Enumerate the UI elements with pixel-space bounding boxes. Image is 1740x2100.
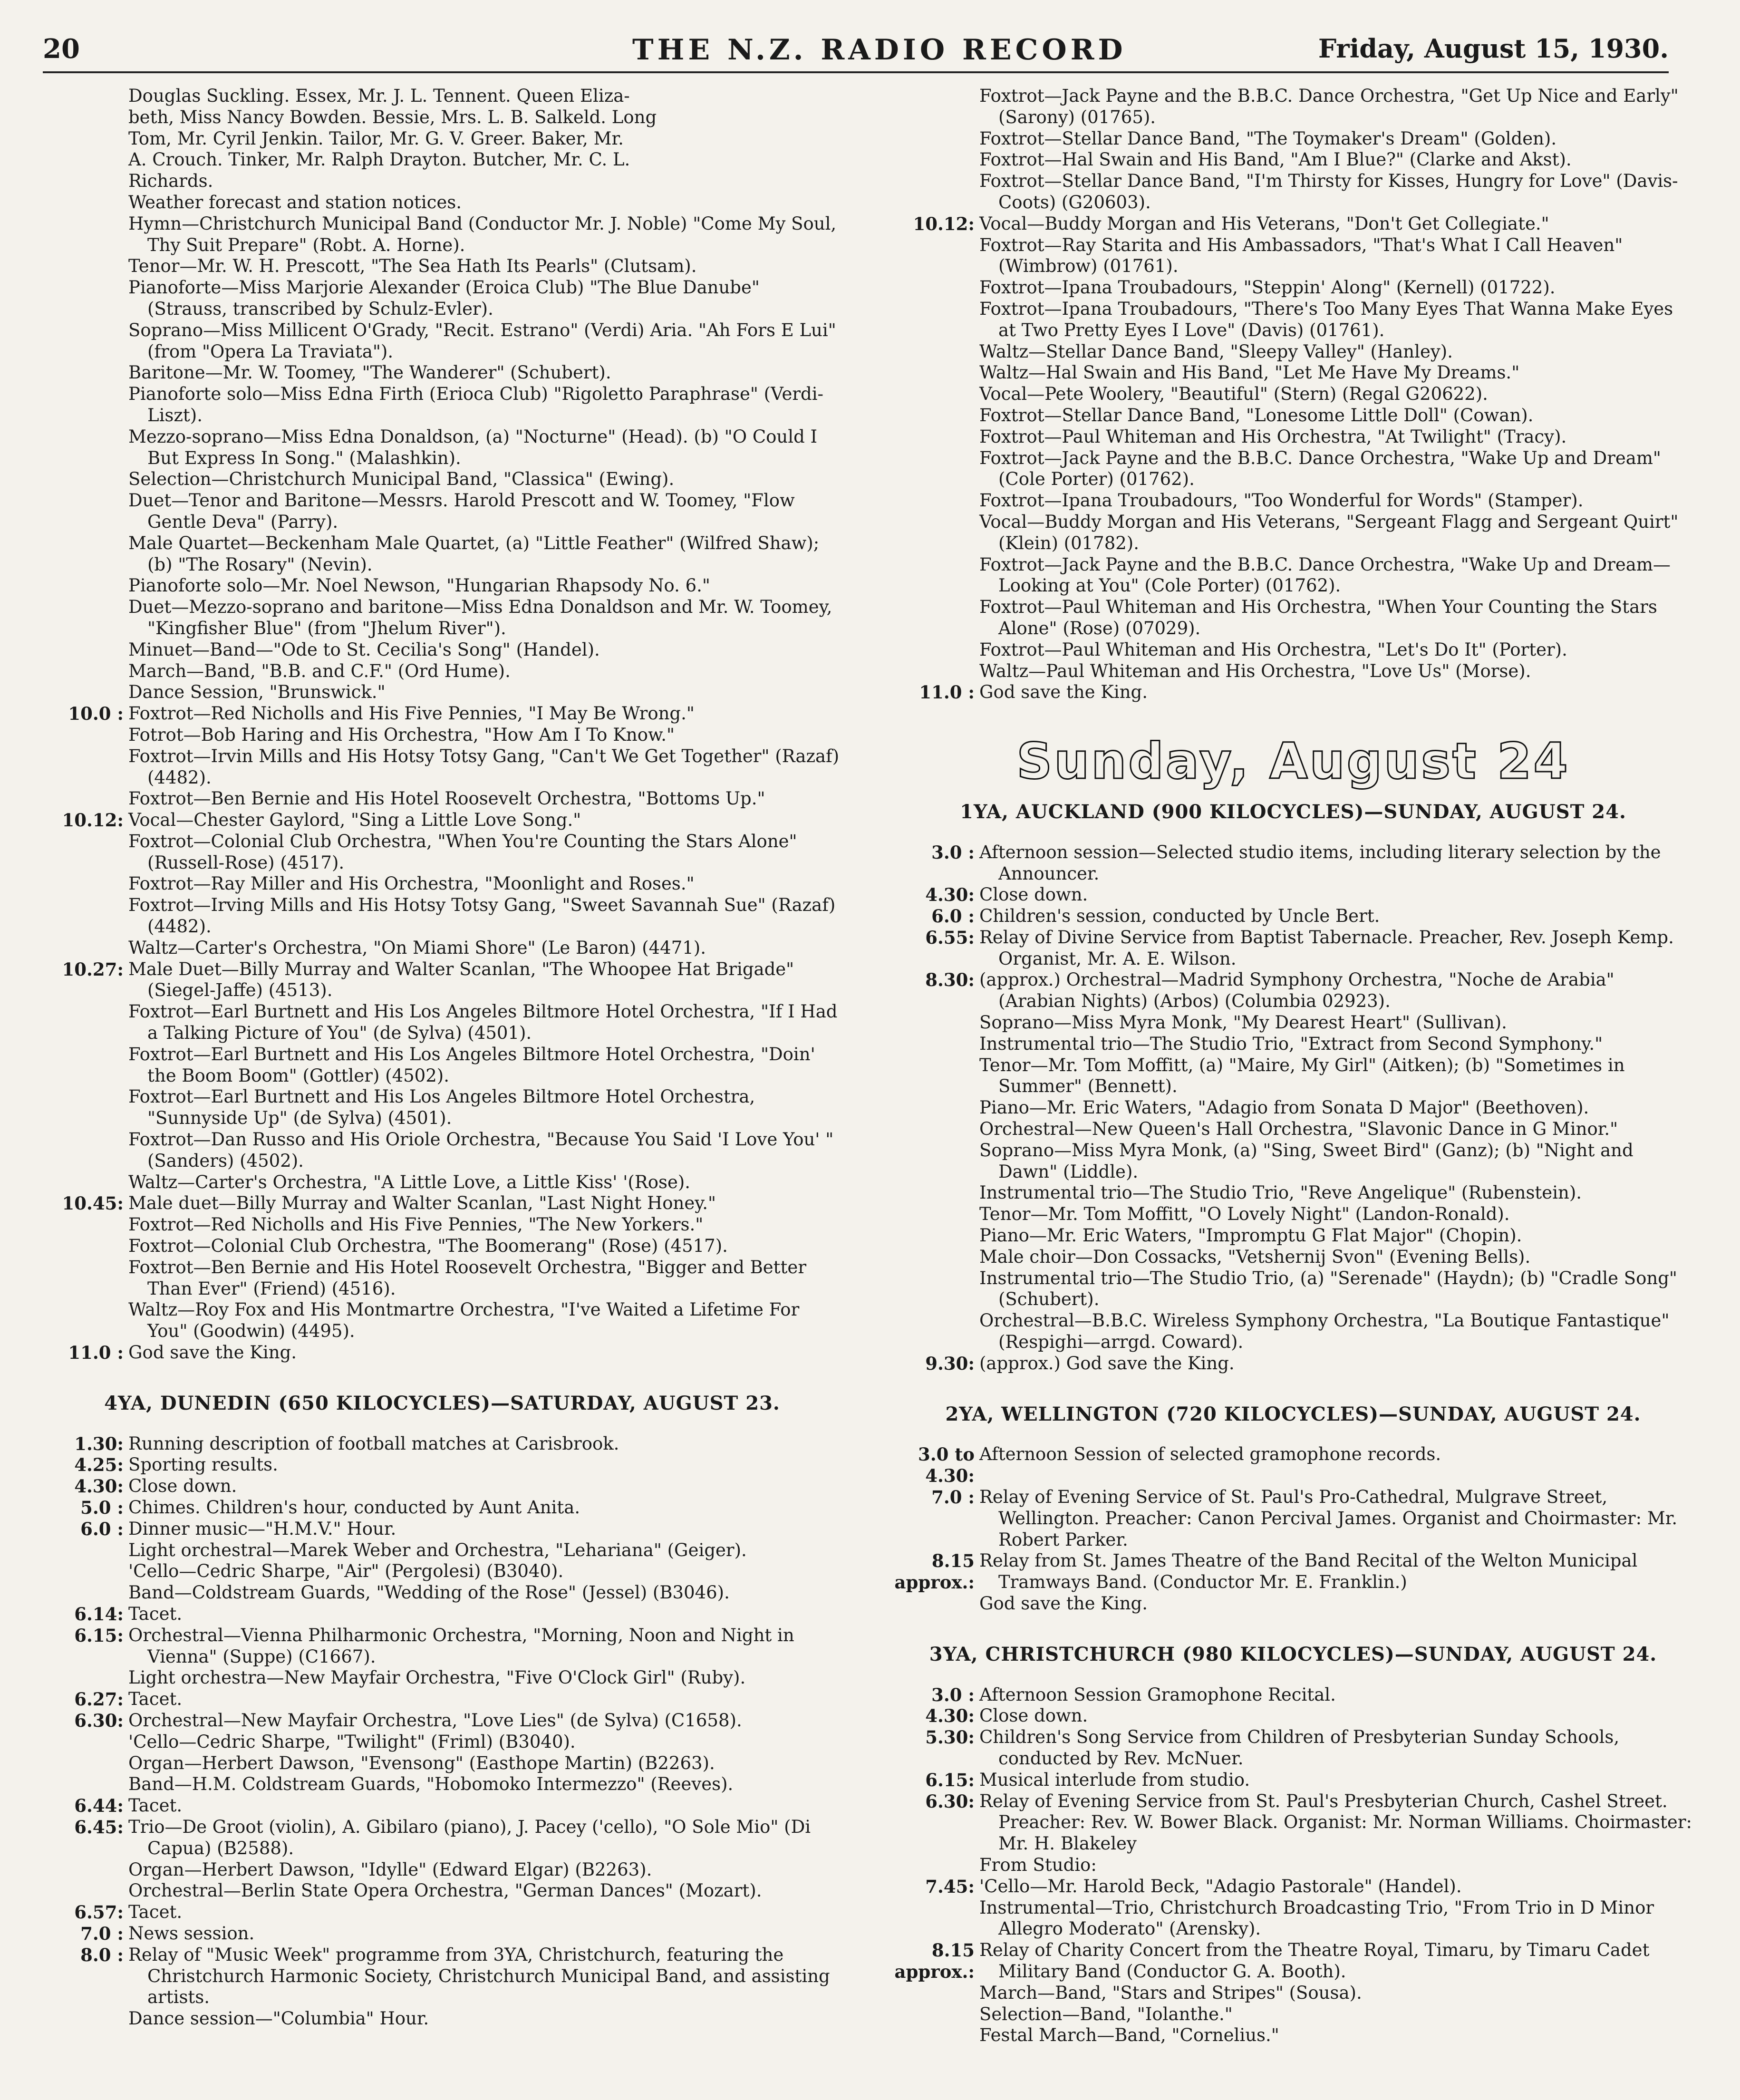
entry-time: 6.15: [74, 1625, 124, 1646]
entry-time: 10.27: [62, 958, 124, 980]
schedule-entry [894, 1940, 1692, 2046]
entry-body [979, 884, 1692, 906]
entry-time: 10.0 : [68, 703, 124, 725]
schedule-entry [894, 1444, 1692, 1487]
entry-time: 3.0 to 4.30: [918, 1444, 975, 1487]
programme-line: Soprano—Miss Millicent O'Grady, "Recit. Estrano" (Verdi) Aria. "Ah Fors E Lui" (from "Opera La Traviata"). [128, 319, 836, 362]
entry-line: (approx.) God save the King. [979, 1353, 1235, 1374]
entry-line: Band—H.M. Coldstream Guards, "Hobomoko Intermezzo" (Reeves). [128, 1774, 734, 1795]
entry-body [979, 1940, 1692, 2046]
entry-line: God save the King. [128, 1342, 297, 1363]
entry-body [128, 1710, 841, 1795]
entry-line: God save the King. [979, 682, 1148, 703]
entry-time: 6.27: [74, 1689, 124, 1710]
schedule-entry [43, 1923, 841, 1945]
entry-line: Waltz—Carter's Orchestra, "A Little Love, a Little Kiss' '(Rose). [128, 1171, 691, 1192]
schedule-entry [894, 1705, 1692, 1727]
schedule-entry [43, 959, 841, 1193]
entry-time: 8.15 approx.: [894, 1550, 975, 1593]
entry-line: Relay from St. James Theatre of the Band Recital of the Welton Municipal Tramways Band. (Conductor Mr. E. Franklin.) [979, 1550, 1638, 1593]
entry-line: Sporting results. [128, 1454, 278, 1475]
entry-line: Male duet—Billy Murray and Walter Scanlan, "Last Night Honey." [128, 1193, 716, 1214]
entry-line: Relay of Evening Service of St. Paul's Pro-Cathedral, Mulgrave Street, Wellington. Preacher: Canon Percival James. Organist and Choirmaster: Mr. Robert Parker. [979, 1487, 1678, 1550]
entry-time: 5.30: [925, 1727, 975, 1748]
schedule-entry [43, 1342, 841, 1364]
entry-line: Waltz—Stellar Dance Band, "Sleepy Valley" (Hanley). [979, 341, 1453, 362]
entry-line: Foxtrot—Irving Mills and His Hotsy Totsy Gang, "Sweet Savannah Sue" (Razaf) (4482). [128, 895, 836, 937]
entry-line: Orchestral—New Queen's Hall Orchestra, "Slavonic Dance in G Minor." [979, 1119, 1618, 1140]
entry-time: 7.0 : [80, 1923, 124, 1944]
dunedin-heading: 4YA, DUNEDIN (650 KILOCYCLES)—SATURDAY, AUGUST 23. [104, 1392, 780, 1414]
entry-time: 10.12: [913, 213, 975, 234]
entry-line: Organ—Herbert Dawson, "Idylle" (Edward Elgar) (B2263). [128, 1859, 652, 1880]
entry-body [128, 1193, 841, 1342]
schedule-entry [43, 1497, 841, 1519]
schedule-entry [43, 1604, 841, 1625]
entry-line: Tacet. [128, 1689, 183, 1710]
close-110 [894, 682, 1692, 703]
entry-line: Trio—De Groot (violin), A. Gibilaro (piano), J. Pacey ('cello), "O Sole Mio" (Di Capua) (B2588). [128, 1816, 811, 1858]
entry-line: Foxtrot—Paul Whiteman and His Orchestra, "At Twilight" (Tracy). [979, 426, 1567, 447]
entry-time: 11.0 : [919, 682, 975, 703]
entry-time: 6.30: [74, 1710, 124, 1731]
entry-line: Vocal—Buddy Morgan and His Veterans, "Don't Get Collegiate." [979, 213, 1549, 234]
entry-line: Close down. [979, 884, 1088, 905]
schedule-entry [894, 1876, 1692, 1940]
schedule-entry [43, 1519, 841, 1604]
sunday-title: Sunday, August 24 [1016, 732, 1570, 791]
entry-body [128, 1497, 841, 1519]
entry-line: Tacet. [128, 1795, 183, 1816]
entry-time: 4.30: [74, 1476, 124, 1497]
entry-line: Instrumental trio—The Studio Trio, (a) "Serenade" (Haydn); (b) "Cradle Song" (Schubert). [979, 1268, 1677, 1310]
schedule-entry [43, 1945, 841, 2030]
entry-line: Selection—Band, "Iolanthe." [979, 2003, 1233, 2024]
entry-body [979, 906, 1692, 927]
entry-line: Foxtrot—Ben Bernie and His Hotel Roosevelt Orchestra, "Bigger and Better Than Ever" (Friend) (4516). [128, 1257, 806, 1299]
entry-line: Instrumental trio—The Studio Trio, "Extract from Second Symphony." [979, 1033, 1603, 1054]
programme-line: Weather forecast and station notices. [128, 192, 462, 213]
entry-body [979, 842, 1692, 885]
entry-line: Orchestral—Vienna Philharmonic Orchestra, "Morning, Noon and Night in Vienna" (Suppe) (C1667). [128, 1625, 794, 1667]
entry-time: 4.25: [74, 1454, 124, 1476]
programme-line: Selection—Christchurch Municipal Band, "Classica" (Ewing). [128, 469, 675, 490]
dance-session [43, 703, 841, 1364]
entry-line: Foxtrot—Earl Burtnett and His Los Angeles Biltmore Hotel Orchestra, "Doin' the Boom Boom" (Gottler) (4502). [128, 1044, 815, 1086]
schedule-entry [894, 969, 1692, 1353]
entry-line: Tacet. [128, 1902, 183, 1923]
entry-time: 5.0 : [80, 1497, 124, 1518]
entry-body [128, 1817, 841, 1902]
right-column [894, 86, 1692, 2046]
entry-line: Foxtrot—Ipana Troubadours, "Steppin' Along" (Kernell) (01722). [979, 277, 1556, 298]
entry-line: Afternoon Session of selected gramophone records. [979, 1444, 1441, 1465]
entry-time: 10.45: [62, 1193, 124, 1214]
entry-body [128, 1454, 841, 1476]
entry-line: Relay of Evening Service from St. Paul's Presbyterian Church, Cashel Street. Preacher: Rev. W. Bower Black. Organist: Mr. Norman Williams. Choirmaster: Mr. H. Blakeley [979, 1790, 1692, 1854]
schedule-entry [894, 1727, 1692, 1770]
schedule-entry [894, 1487, 1692, 1550]
programme-line: Dance Session, "Brunswick." [128, 682, 386, 703]
intro-line: A. Crouch. Tinker, Mr. Ralph Drayton. Butcher, Mr. C. L. [128, 149, 630, 170]
entry-body [128, 1902, 841, 1923]
entry-line: Chimes. Children's hour, conducted by Aunt Anita. [128, 1497, 580, 1518]
schedule-entry [894, 1353, 1692, 1374]
programme-line: Pianoforte solo—Miss Edna Firth (Erioca Club) "Rigoletto Paraphrase" (Verdi-Liszt). [128, 384, 824, 426]
entry-line: Male choir—Don Cossacks, "Vetshernij Svon" (Evening Bells). [979, 1246, 1531, 1267]
entry-line: Foxtrot—Paul Whiteman and His Orchestra, "Let's Do It" (Porter). [979, 639, 1567, 660]
entry-line: Fotrot—Bob Haring and His Orchestra, "How Am I To Know." [128, 724, 675, 745]
masthead: THE N.Z. RADIO RECORD [632, 33, 1127, 67]
entry-time: 1.30: [74, 1433, 124, 1454]
entry-line: March—Band, "Stars and Stripes" (Sousa). [979, 1982, 1362, 2003]
entry-line: Foxtrot—Earl Burtnett and His Los Angeles Biltmore Hotel Orchestra, "Sunnyside Up" (de Sylva) (4501). [128, 1086, 755, 1129]
entry-time: 3.0 : [931, 842, 975, 863]
intro-line: beth, Miss Nancy Bowden. Bessie, Mrs. L. B. Salkeld. Long [128, 106, 657, 127]
schedule-entry [894, 842, 1692, 885]
schedule-entry [43, 1454, 841, 1476]
entry-line: Soprano—Miss Myra Monk, "My Dearest Heart" (Sullivan). [979, 1012, 1507, 1033]
entry-line: Tacet. [128, 1603, 183, 1624]
intro-block [43, 86, 841, 192]
entry-body [979, 1550, 1692, 1614]
intro-line: Douglas Suckling. Essex, Mr. J. L. Tennent. Queen Eliza- [128, 86, 630, 106]
entry-time: 4.30: [925, 884, 975, 906]
schedule-entry [43, 1902, 841, 1923]
schedule-entry [43, 1476, 841, 1497]
entry-time: 6.14: [74, 1603, 124, 1625]
entry-body [979, 1684, 1692, 1706]
entry-line: Dance session—"Columbia" Hour. [128, 2008, 429, 2029]
entry-line: Afternoon session—Selected studio items, including literary selection by the Announcer. [979, 842, 1661, 884]
dance-continued [894, 86, 1692, 213]
entry-body [979, 682, 1692, 703]
entry-line: Foxtrot—Stellar Dance Band, "Lonesome Little Doll" (Cowan). [979, 405, 1534, 426]
entry-line: Foxtrot—Paul Whiteman and His Orchestra, "When Your Counting the Stars Alone" (Rose) (07029). [979, 597, 1657, 639]
entry-line: Waltz—Roy Fox and His Montmartre Orchestra, "I've Waited a Lifetime For You" (Goodwin) (4495). [128, 1299, 800, 1342]
entry-line: Waltz—Paul Whiteman and His Orchestra, "Love Us" (Morse). [979, 660, 1531, 681]
entry-body [128, 703, 841, 810]
issue-date: Friday, August 15, 1930. [1318, 33, 1669, 64]
schedule-entry [894, 927, 1692, 970]
entry-line: Children's Song Service from Children of Presbyterian Sunday Schools, conducted by Rev. McNuer. [979, 1727, 1620, 1769]
entry-line: Tenor—Mr. Tom Moffitt, "O Lovely Night" (Landon-Ronald). [979, 1204, 1510, 1225]
entry-body [979, 1876, 1692, 1940]
entry-time: 8.0 : [80, 1944, 124, 1965]
entry-line: Vocal—Buddy Morgan and His Veterans, "Sergeant Flagg and Sergeant Quirt" (Klein) (01782). [979, 511, 1679, 553]
entry-body [128, 1519, 841, 1604]
entry-line: Orchestral—New Mayfair Orchestra, "Love Lies" (de Sylva) (C1658). [128, 1710, 742, 1731]
christchurch-heading: 3YA, CHRISTCHURCH (980 KILOCYCLES)—SUNDAY, AUGUST 24. [929, 1643, 1657, 1665]
page-number: 20 [43, 33, 80, 65]
entry-body [979, 1770, 1692, 1791]
programme-line: Baritone—Mr. W. Toomey, "The Wanderer" (Schubert). [128, 362, 611, 383]
left-column [43, 86, 841, 2030]
auckland-schedule [894, 842, 1692, 1374]
programme-line: Tenor—Mr. W. H. Prescott, "The Sea Hath Its Pearls" (Clutsam). [128, 256, 697, 277]
entry-line: Foxtrot—Jack Payne and the B.B.C. Dance Orchestra, "Wake Up and Dream" (Cole Porter) (01762). [979, 447, 1661, 490]
entry-body [128, 1795, 841, 1817]
entry-time: 6.15: [925, 1769, 975, 1790]
programme-line: Duet—Tenor and Baritone—Messrs. Harold Prescott and W. Toomey, "Flow Gentle Deva" (Parry). [128, 490, 795, 532]
entry-line: Vocal—Pete Woolery, "Beautiful" (Stern) (Regal G20622). [979, 384, 1488, 405]
programme-line: Hymn—Christchurch Municipal Band (Conductor Mr. J. Noble) "Come My Soul, Thy Suit Prepare" (Robt. A. Horne). [128, 213, 837, 255]
entry-time: 9.30: [925, 1353, 975, 1374]
entry-body [128, 1689, 841, 1710]
entry-time: 3.0 : [931, 1684, 975, 1705]
entry-line: Foxtrot—Colonial Club Orchestra, "The Boomerang" (Rose) (4517). [128, 1236, 728, 1257]
entry-line: Relay of Divine Service from Baptist Tabernacle. Preacher, Rev. Joseph Kemp. Organist, Mr. A. E. Wilson. [979, 927, 1674, 969]
entry-body [979, 1791, 1692, 1876]
entry-body [979, 1705, 1692, 1727]
programme-line: Mezzo-soprano—Miss Edna Donaldson, (a) "Nocturne" (Head). (b) "O Could I But Express In Song." (Malashkin). [128, 426, 818, 468]
entry-line: Foxtrot—Red Nicholls and His Five Pennies, "I May Be Wrong." [128, 703, 695, 724]
entry-line: Foxtrot—Earl Burtnett and His Los Angeles Biltmore Hotel Orchestra, "If I Had a Talking Picture of You" (de Sylva) (4501). [128, 1001, 838, 1044]
schedule-entry [43, 1795, 841, 1817]
entry-line: Piano—Mr. Eric Waters, "Adagio from Sonata D Major" (Beethoven). [979, 1097, 1589, 1118]
entry-line: Waltz—Hal Swain and His Band, "Let Me Have My Dreams." [979, 362, 1520, 383]
entry-line: Orchestral—B.B.C. Wireless Symphony Orchestra, "La Boutique Fantastique" (Respighi—arrgd. Coward). [979, 1310, 1670, 1353]
entry-line: Foxtrot—Ipana Troubadours, "Too Wonderful for Words" (Stamper). [979, 490, 1584, 511]
entry-line: Soprano—Miss Myra Monk, (a) "Sing, Sweet Bird" (Ganz); (b) "Night and Dawn" (Liddle). [979, 1140, 1634, 1182]
christchurch-schedule [894, 1684, 1692, 2047]
entry-time: 6.55: [925, 927, 975, 948]
programme-line: Foxtrot—Jack Payne and the B.B.C. Dance Orchestra, "Get Up Nice and Early" (Sarony) (01765). [979, 86, 1679, 127]
entry-line: Musical interlude from studio. [979, 1769, 1250, 1790]
entry-line: Relay of Charity Concert from the Theatre Royal, Timaru, by Timaru Cadet Military Band (Conductor G. A. Booth). [979, 1940, 1650, 1982]
entry-line: Afternoon Session Gramophone Recital. [979, 1684, 1336, 1705]
entry-line: Vocal—Chester Gaylord, "Sing a Little Love Song." [128, 810, 581, 831]
entry-line: Light orchestral—Marek Weber and Orchestra, "Lehariana" (Geiger). [128, 1539, 747, 1560]
schedule-entry [894, 1770, 1692, 1791]
entry-line: Orchestral—Berlin State Opera Orchestra, "German Dances" (Mozart). [128, 1880, 762, 1901]
entry-time: 8.30: [925, 969, 975, 991]
wellington-heading: 2YA, WELLINGTON (720 KILOCYCLES)—SUNDAY, AUGUST 24. [945, 1403, 1641, 1425]
intro-line: Tom, Mr. Cyril Jenkin. Tailor, Mr. G. V. Greer. Baker, Mr. [128, 128, 624, 149]
page-header [43, 29, 1669, 73]
entry-line: 'Cello—Mr. Harold Beck, "Adagio Pastorale" (Handel). [979, 1876, 1462, 1897]
entry-body [128, 1625, 841, 1689]
entry-line: (approx.) Orchestral—Madrid Symphony Orchestra, "Noche de Arabia" (Arabian Nights) (Arbos) (Columbia 02923). [979, 969, 1614, 1012]
entry-time: 6.0 : [931, 906, 975, 927]
entry-time: 8.15 approx.: [894, 1940, 975, 1982]
entry-body [128, 1923, 841, 1945]
entry-line: Light orchestra—New Mayfair Orchestra, "Five O'Clock Girl" (Ruby). [128, 1667, 746, 1688]
entry-line: 'Cello—Cedric Sharpe, "Twilight" (Friml) (B3040). [128, 1731, 576, 1752]
schedule-entry [894, 682, 1692, 703]
programme-line: Foxtrot—Hal Swain and His Band, "Am I Blue?" (Clarke and Akst). [979, 149, 1572, 170]
auckland-heading: 1YA, AUCKLAND (900 KILOCYCLES)—SUNDAY, AUGUST 24. [960, 800, 1626, 823]
entry-line: From Studio: [979, 1854, 1097, 1875]
entry-line: News session. [128, 1923, 255, 1944]
entry-line: Foxtrot—Ipana Troubadours, "There's Too Many Eyes That Wanna Make Eyes at Two Pretty Eyes I Love" (Davis) (01761). [979, 298, 1673, 340]
entry-line: Waltz—Carter's Orchestra, "On Miami Shore" (Le Baron) (4471). [128, 937, 706, 958]
entry-time: 6.57: [74, 1902, 124, 1923]
entry-time: 6.44: [74, 1795, 124, 1817]
programme-line: March—Band, "B.B. and C.F." (Ord Hume). [128, 660, 511, 681]
entry-body [979, 213, 1692, 682]
entry-line: Foxtrot—Ben Bernie and His Hotel Roosevelt Orchestra, "Bottoms Up." [128, 788, 765, 809]
programme-items [43, 192, 841, 703]
entry-line: Children's session, conducted by Uncle Bert. [979, 906, 1380, 927]
entry-time: 6.0 : [80, 1518, 124, 1539]
schedule-entry [894, 906, 1692, 927]
programme-line: Foxtrot—Stellar Dance Band, "The Toymaker's Dream" (Golden). [979, 128, 1557, 149]
schedule-entry [43, 1689, 841, 1710]
programme-line: Duet—Mezzo-soprano and baritone—Miss Edna Donaldson and Mr. W. Toomey, "Kingfisher Blue" (from "Jhelum River"). [128, 597, 832, 639]
entry-body [979, 1487, 1692, 1550]
schedule-entry [894, 213, 1692, 682]
schedule-entry [894, 1550, 1692, 1614]
programme-line: Minuet—Band—"Ode to St. Cecilia's Song" (Handel). [128, 639, 600, 660]
entry-line: Foxtrot—Dan Russo and His Oriole Orchestra, "Because You Said 'I Love You' " (Sanders) (4502). [128, 1129, 834, 1171]
entry-body [979, 927, 1692, 970]
entry-time: 7.45: [925, 1876, 975, 1897]
entry-time: 10.12: [62, 810, 124, 831]
entry-line: Tenor—Mr. Tom Moffitt, (a) "Maire, My Girl" (Aitken); (b) "Sometimes in Summer" (Bennett). [979, 1055, 1625, 1097]
entry-time: 4.30: [925, 1705, 975, 1727]
entry-body [979, 1353, 1692, 1374]
entry-body [979, 969, 1692, 1353]
entry-line: Male Duet—Billy Murray and Walter Scanlan, "The Whoopee Hat Brigade" (Siegel-Jaffe) (4513). [128, 958, 794, 1001]
entry-body [128, 1342, 841, 1364]
entry-time: 6.45: [74, 1816, 124, 1838]
entry-line: Close down. [128, 1476, 237, 1497]
schedule-entry [43, 1433, 841, 1455]
intro-line: Richards. [128, 171, 213, 192]
programme-line: Foxtrot—Stellar Dance Band, "I'm Thirsty for Kisses, Hungry for Love" (Davis-Coots) (G20603). [979, 171, 1678, 213]
schedule-entry [43, 1817, 841, 1902]
entry-body [128, 1433, 841, 1455]
schedule-entry [43, 703, 841, 810]
entry-body [128, 959, 841, 1193]
dunedin-schedule [43, 1433, 841, 2030]
schedule-entry [43, 1193, 841, 1342]
entry-line: Dinner music—"H.M.V." Hour. [128, 1518, 396, 1539]
entry-body [979, 1727, 1692, 1770]
entry-line: Relay of "Music Week" programme from 3YA, Christchurch, featuring the Christchurch Harmonic Society, Christchurch Municipal Band, and assisting artists. [128, 1944, 830, 2008]
entry-body [979, 1444, 1692, 1487]
wellington-schedule [894, 1444, 1692, 1614]
entry-time: 6.30: [925, 1790, 975, 1812]
entry-line: Foxtrot—Irvin Mills and His Hotsy Totsy Gang, "Can't We Get Together" (Razaf) (4482). [128, 745, 840, 788]
entry-line: Foxtrot—Colonial Club Orchestra, "When You're Counting the Stars Alone" (Russell-Rose) (4517). [128, 831, 797, 873]
entry-line: Running description of football matches at Carisbrook. [128, 1433, 619, 1454]
entry-line: Foxtrot—Jack Payne and the B.B.C. Dance Orchestra, "Wake Up and Dream—Looking at You" (Cole Porter) (01762). [979, 554, 1671, 596]
entry-body [128, 1604, 841, 1625]
schedule-entry [894, 884, 1692, 906]
schedule-entry [894, 1684, 1692, 1706]
schedule-entry [894, 1791, 1692, 1876]
schedule-entry [43, 1710, 841, 1795]
entry-body [128, 810, 841, 959]
entry-line: Band—Coldstream Guards, "Wedding of the Rose" (Jessel) (B3046). [128, 1582, 730, 1603]
entry-time: 11.0 : [68, 1342, 124, 1364]
entry-body [128, 1945, 841, 2030]
schedule-entry [43, 810, 841, 959]
programme-line: Male Quartet—Beckenham Male Quartet, (a) "Little Feather" (Wilfred Shaw); (b) "The Rosary" (Nevin). [128, 532, 820, 575]
programme-line: Pianoforte—Miss Marjorie Alexander (Eroica Club) "The Blue Danube" (Strauss, transcribed by Schulz-Evler). [128, 277, 760, 319]
programme-line: Pianoforte solo—Mr. Noel Newson, "Hungarian Rhapsody No. 6." [128, 575, 710, 596]
entry-time: 7.0 : [931, 1487, 975, 1508]
entry-line: Foxtrot—Ray Miller and His Orchestra, "Moonlight and Roses." [128, 873, 695, 894]
entry-line: Piano—Mr. Eric Waters, "Impromptu G Flat Major" (Chopin). [979, 1225, 1522, 1246]
entry-line: Instrumental—Trio, Christchurch Broadcasting Trio, "From Trio in D Minor Allegro Moderato" (Arensky). [979, 1897, 1654, 1939]
entry-body [128, 1476, 841, 1497]
entry-line: Organ—Herbert Dawson, "Evensong" (Easthope Martin) (B2263). [128, 1752, 715, 1773]
entry-line: Instrumental trio—The Studio Trio, "Reve Angelique" (Rubenstein). [979, 1182, 1582, 1203]
entry-line: Foxtrot—Ray Starita and His Ambassadors, "That's What I Call Heaven" (Wimbrow) (01761). [979, 234, 1623, 277]
entry-line: God save the King. [979, 1593, 1148, 1614]
schedule-entry [43, 1625, 841, 1689]
entry-line: Close down. [979, 1705, 1088, 1726]
entry-line: 'Cello—Cedric Sharpe, "Air" (Pergolesi) (B3040). [128, 1561, 564, 1582]
entry-line: Foxtrot—Red Nicholls and His Five Pennies, "The New Yorkers." [128, 1214, 704, 1235]
dance-1012 [894, 213, 1692, 682]
entry-line: Festal March—Band, "Cornelius." [979, 2025, 1279, 2046]
